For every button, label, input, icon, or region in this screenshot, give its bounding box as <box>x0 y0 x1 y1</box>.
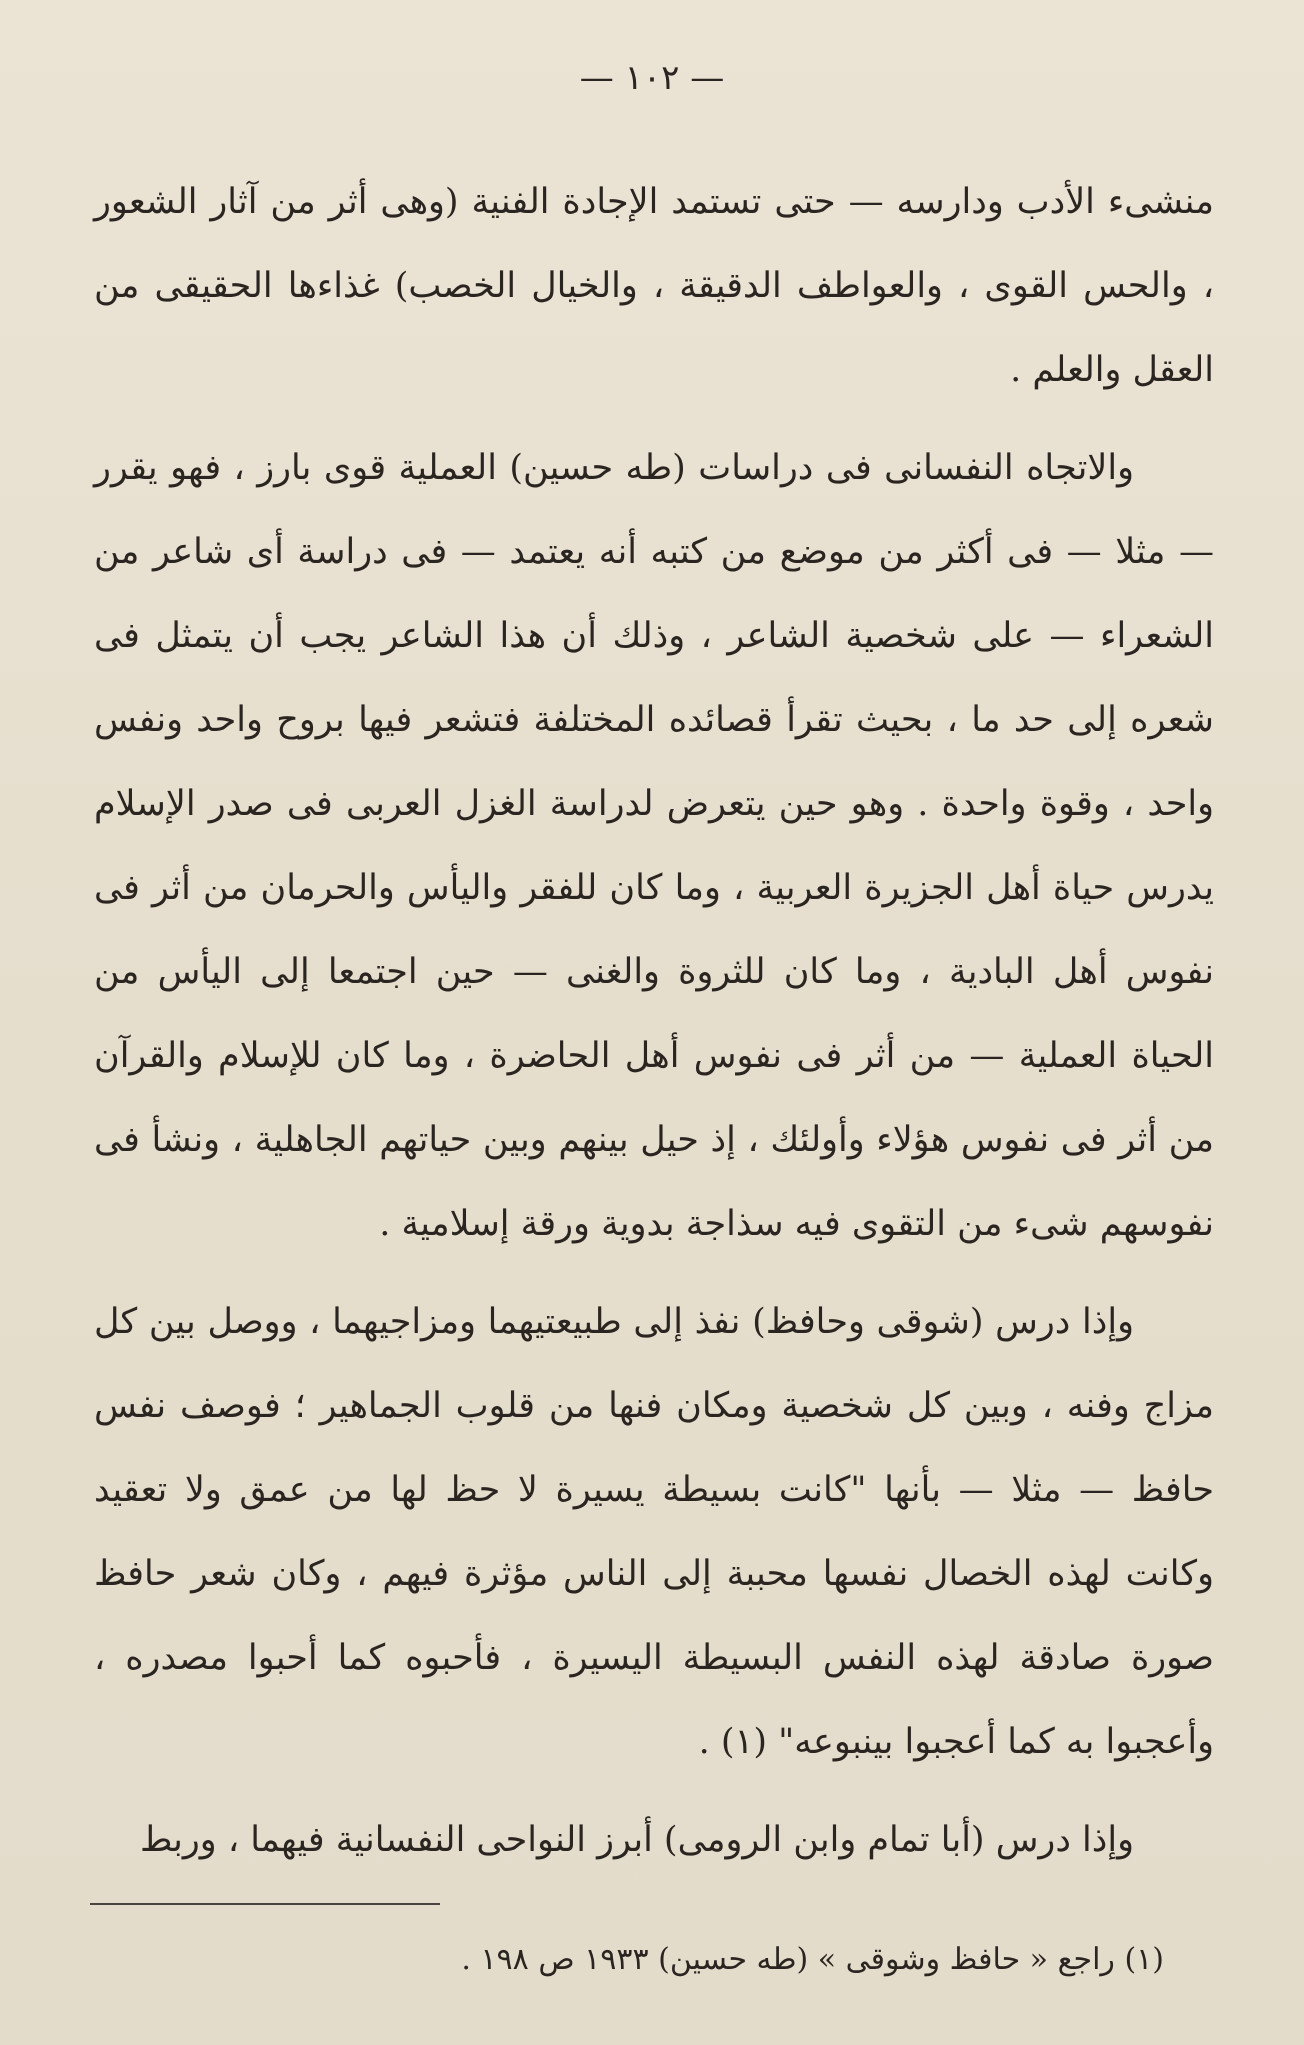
footnote: (١) راجع « حافظ وشوقى » (طه حسين) ١٩٣٣ ص ١٩٨ . <box>461 1942 1164 1977</box>
paragraph-2: والاتجاه النفسانى فى دراسات (طه حسين) العملية قوى بارز ، فهو يقرر — مثلا — فى أكثر من موضع من كتبه أنه يعتمد — فى دراسة أى شاعر من الشعراء — على شخصية الشاعر ، وذلك أن هذا الشاعر يجب أن يتمثل فى شعره إلى حد ما ، بحيث تقرأ قصائده المختلفة فتشعر فيها بروح واحد ونفس واحد ، وقوة واحدة . وهو حين يتعرض لدراسة الغزل العربى فى صدر الإسلام يدرس حياة أهل الجزيرة العربية ، وما كان للفقر واليأس والحرمان من أثر فى نفوس أهل البادية ، وما كان للثروة والغنى — حين اجتمعا إلى اليأس من الحياة العملية — من أثر فى نفوس أهل الحاضرة ، وما كان للإسلام والقرآن من أثر فى نفوس هؤلاء وأولئك ، إذ حيل بينهم وبين حياتهم الجاهلية ، ونشأ فى نفوسهم شىء من التقوى فيه سذاجة بدوية ورقة إسلامية . <box>94 448 1214 1244</box>
paragraph-1: منشىء الأدب ودارسه — حتى تستمد الإجادة الفنية (وهى أثر من آثار الشعور ، والحس القوى ، والعواطف الدقيقة ، والخيال الخصب) غذاءها الحقيقى من العقل والعلم . <box>94 182 1214 390</box>
paragraph-3: وإذا درس (شوقى وحافظ) نفذ إلى طبيعتيهما ومزاجيهما ، ووصل بين كل مزاج وفنه ، وبين كل شخصية ومكان فنها من قلوب الجماهير ؛ فوصف نفس حافظ — مثلا — بأنها "كانت بسيطة يسيرة لا حظ لها من عمق ولا تعقيد وكانت لهذه الخصال نفسها محببة إلى الناس مؤثرة فيهم ، وكان شعر حافظ صورة صادقة لهذه النفس البسيطة اليسيرة ، فأحبوه كما أحبوا مصدره ، وأعجبوا به كما أعجبوا بينبوعه" (١) . <box>94 1302 1214 1762</box>
footnote-divider <box>90 1903 440 1905</box>
page-number: — ١٠٢ — <box>579 58 725 98</box>
body-text <box>94 160 1214 1882</box>
paragraph-4: وإذا درس (أبا تمام وابن الرومى) أبرز النواحى النفسانية فيهما ، وربط <box>139 1820 1134 1860</box>
